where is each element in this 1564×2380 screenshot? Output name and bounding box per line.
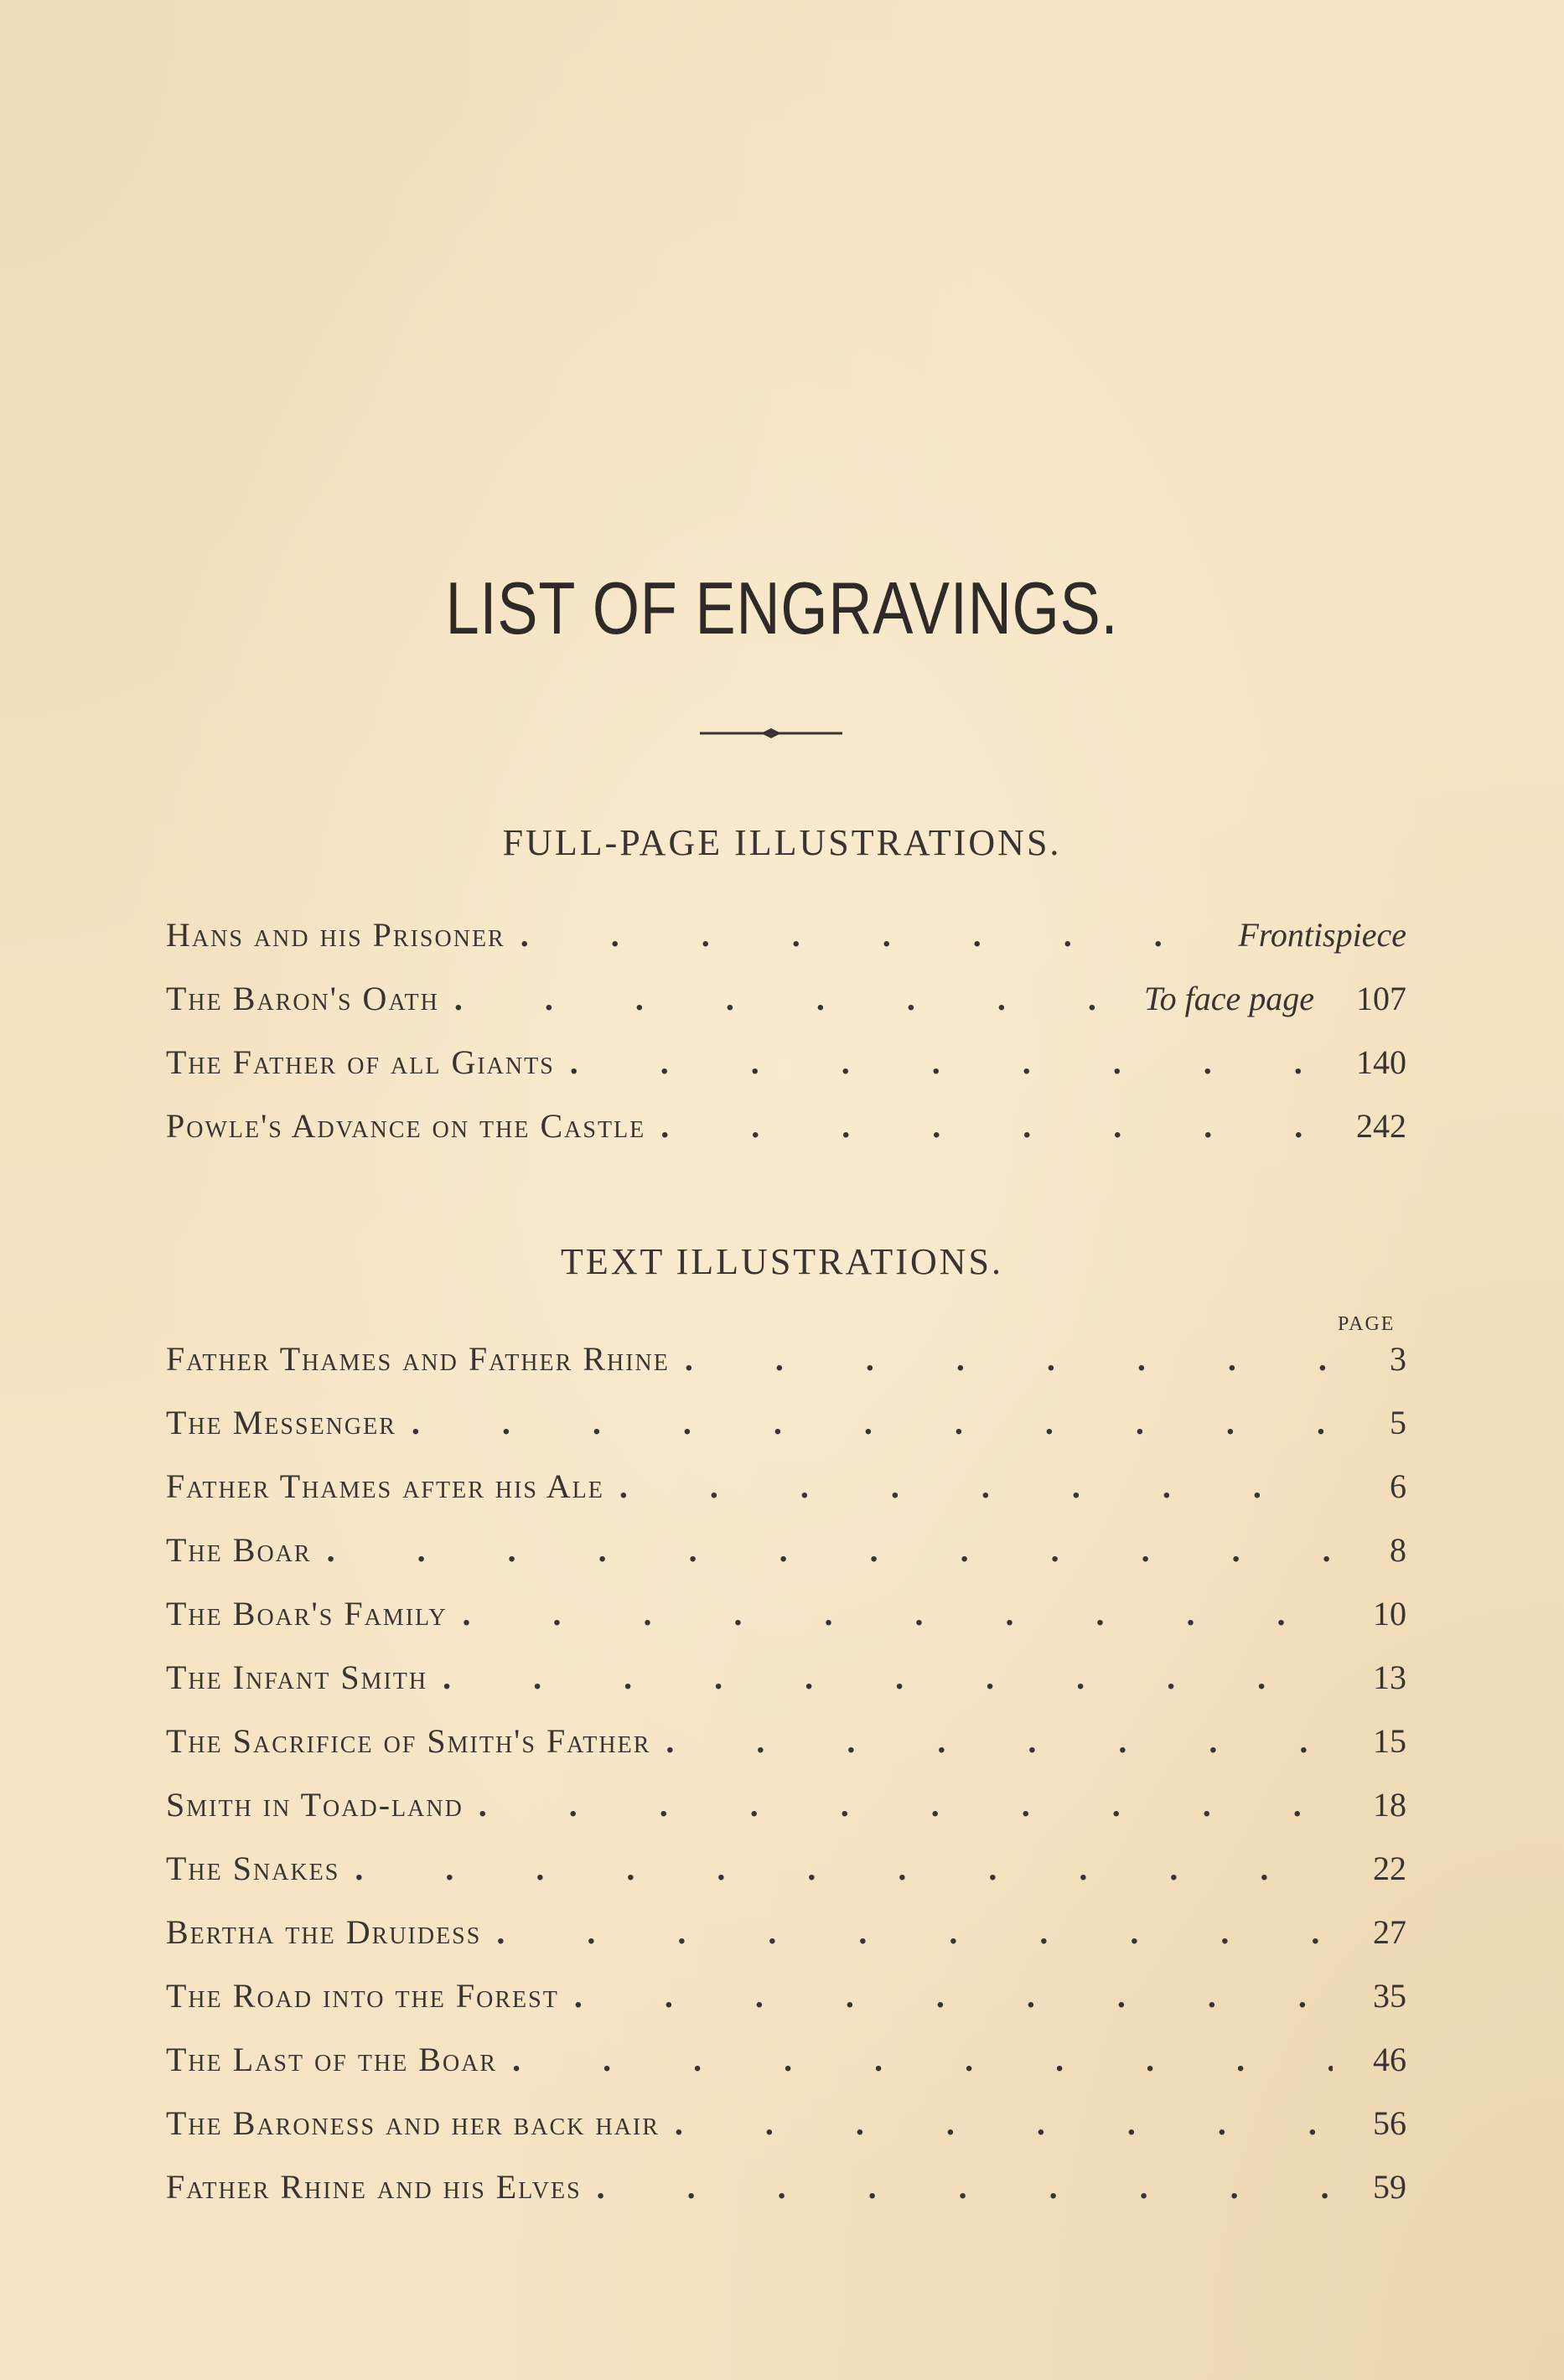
entry-page: 140 — [1356, 1043, 1406, 1081]
text-entry — [166, 1467, 1406, 1517]
entry-title: The Snakes — [166, 1850, 340, 1887]
page-title: LIST OF ENGRAVINGS. — [445, 567, 1119, 649]
entry-page: 8 — [1390, 1531, 1406, 1569]
entry-title: The Road into the Forest — [166, 1977, 559, 2015]
text-entry — [166, 1785, 1406, 1835]
entry-page: 15 — [1373, 1722, 1406, 1760]
text-entry — [166, 1339, 1406, 1389]
entry-page: 35 — [1373, 1977, 1406, 2015]
text-entry — [166, 2103, 1406, 2154]
full-page-entry — [166, 1043, 1406, 1093]
leader-dots — [443, 1658, 1333, 1697]
entry-page: 3 — [1390, 1340, 1406, 1378]
leader-dots — [412, 1403, 1333, 1442]
entry-page: 22 — [1373, 1850, 1406, 1887]
full-page-entry — [166, 1106, 1406, 1156]
text-entry — [166, 2040, 1406, 2090]
entry-title: The Baroness and her back hair — [166, 2104, 660, 2142]
entry-title: The Last of the Boar — [166, 2041, 498, 2078]
leader-dots — [479, 1785, 1333, 1824]
full-page-entry — [166, 979, 1406, 1029]
entry-page: 10 — [1373, 1595, 1406, 1632]
entry-title: Father Thames and Father Rhine — [166, 1340, 670, 1378]
leader-dots — [597, 2167, 1333, 2207]
to-face-page-label: To face page — [1144, 980, 1314, 1017]
entry-title: Father Thames after his Ale — [166, 1467, 604, 1505]
ornament-divider-icon — [700, 721, 842, 746]
entry-title: The Boar's Family — [166, 1595, 448, 1632]
leader-dots — [520, 915, 1224, 955]
leader-dots — [619, 1467, 1333, 1506]
text-entry — [166, 1403, 1406, 1453]
entry-page: 13 — [1373, 1658, 1406, 1696]
entry-page: 27 — [1373, 1913, 1406, 1951]
entry-title: The Baron's Oath — [166, 980, 439, 1017]
leader-dots — [675, 2103, 1333, 2143]
entry-title: The Infant Smith — [166, 1658, 428, 1696]
leader-dots — [685, 1339, 1333, 1379]
full-page-entry — [166, 915, 1406, 965]
entry-page: 107 — [1356, 980, 1406, 1017]
entry-title: The Boar — [166, 1531, 312, 1569]
page-column-label: PAGE — [1338, 1313, 1396, 1335]
text-entry — [166, 1721, 1406, 1772]
entry-title: The Sacrifice of Smith's Father — [166, 1722, 651, 1760]
entry-page: 5 — [1390, 1404, 1406, 1441]
entry-title: Father Rhine and his Elves — [166, 2168, 582, 2206]
leader-dots — [496, 1912, 1333, 1952]
entry-title: Smith in Toad-land — [166, 1786, 464, 1824]
entry-page: Frontispiece — [1238, 916, 1406, 954]
leader-dots — [660, 1106, 1333, 1146]
text-entry — [166, 1530, 1406, 1581]
entry-page: 6 — [1390, 1467, 1406, 1505]
text-illustrations-heading: TEXT ILLUSTRATIONS. — [561, 1241, 1003, 1282]
entry-title: The Father of all Giants — [166, 1043, 555, 1081]
entry-title: Bertha the Druidess — [166, 1913, 482, 1951]
leader-dots — [327, 1530, 1333, 1570]
leader-dots — [355, 1849, 1333, 1888]
leader-dots — [463, 1594, 1333, 1633]
entry-page: 46 — [1373, 2041, 1406, 2078]
entry-page: 56 — [1373, 2104, 1406, 2142]
leader-dots — [512, 2040, 1333, 2079]
entry-page: 59 — [1373, 2168, 1406, 2206]
text-entry — [166, 1658, 1406, 1708]
text-entry — [166, 1849, 1406, 1899]
text-entry — [166, 2167, 1406, 2217]
leader-dots — [454, 979, 1129, 1018]
entry-page: 18 — [1373, 1786, 1406, 1824]
entry-title: Powle's Advance on the Castle — [166, 1107, 646, 1145]
entry-title: The Messenger — [166, 1404, 396, 1441]
text-entry — [166, 1976, 1406, 2026]
leader-dots — [570, 1043, 1333, 1082]
full-page-heading: FULL-PAGE ILLUSTRATIONS. — [502, 822, 1062, 863]
text-entry — [166, 1594, 1406, 1644]
leader-dots — [665, 1721, 1333, 1761]
entry-page: 242 — [1356, 1107, 1406, 1145]
text-entry — [166, 1912, 1406, 1963]
entry-title: Hans and his Prisoner — [166, 916, 505, 954]
leader-dots — [574, 1976, 1333, 2015]
